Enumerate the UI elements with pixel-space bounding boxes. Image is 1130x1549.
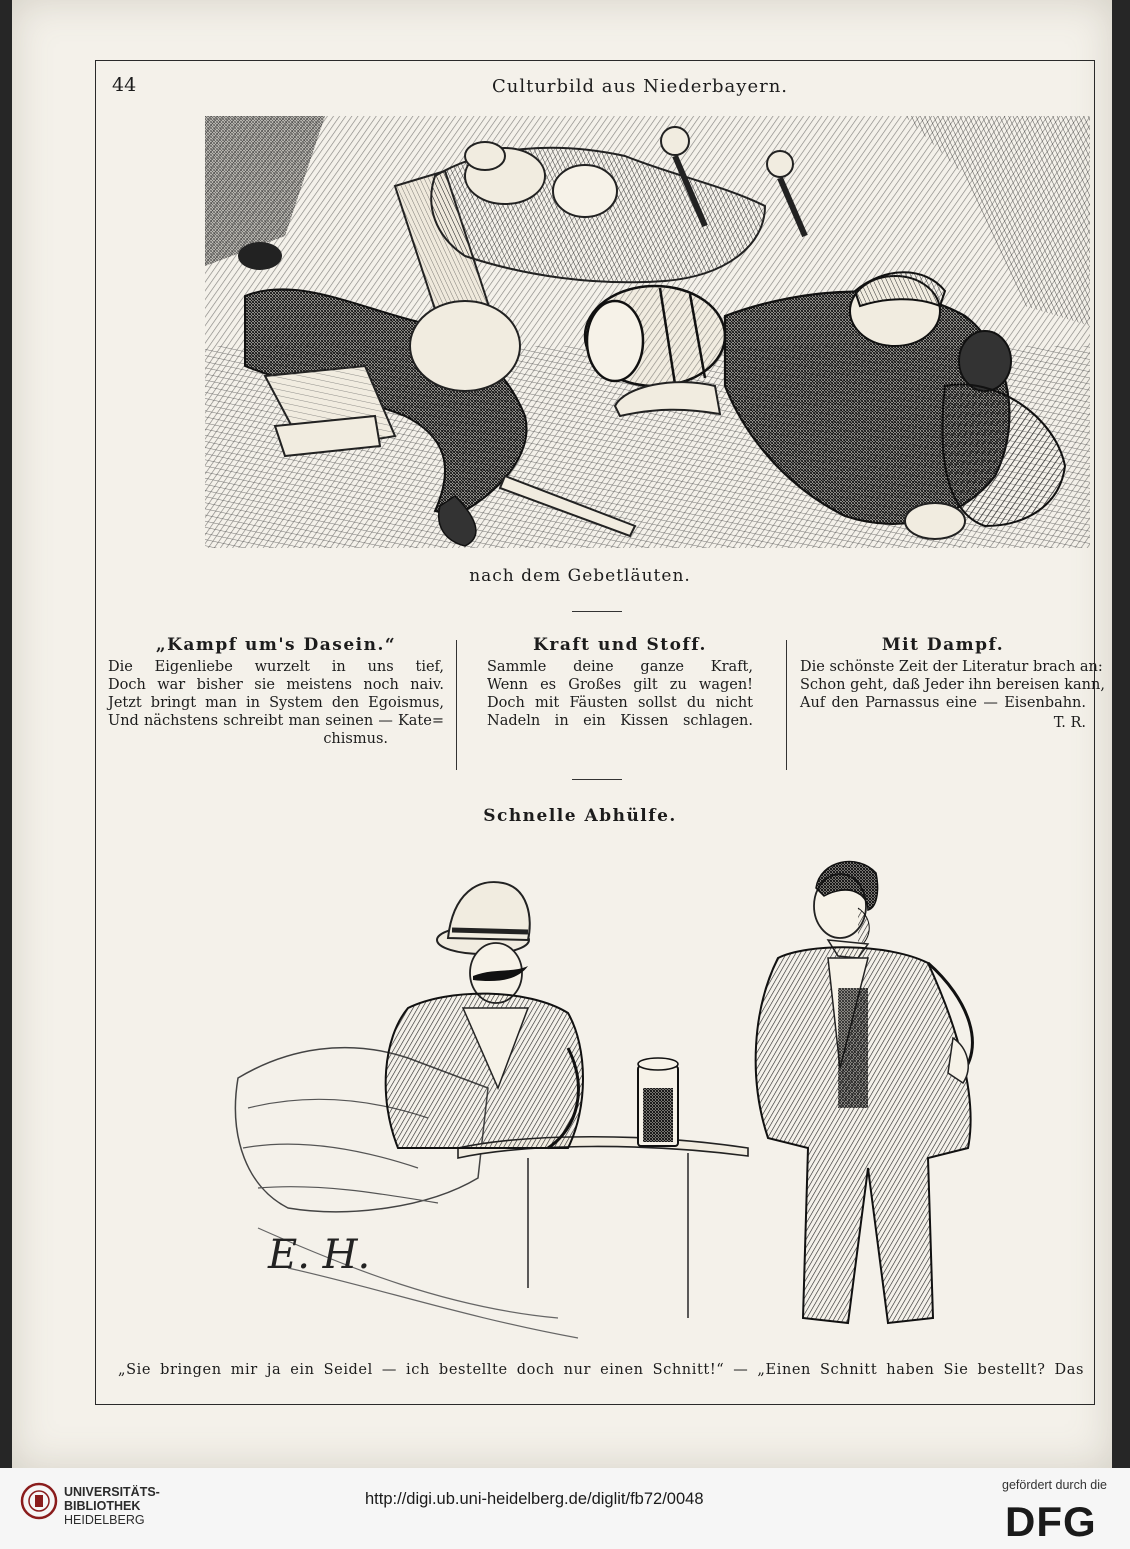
top-illustration-caption: nach dem Gebetläuten. (469, 566, 691, 586)
column-divider (456, 640, 457, 770)
dfg-logo: DFG (1005, 1498, 1097, 1545)
poem-mit-dampf (800, 635, 1105, 732)
section-rule (572, 779, 622, 780)
dialogue-line: „Sie bringen mir ja ein Seidel — ich bestellte doch nur einen Schnitt!“ — „Einen Schnitt haben Sie bestellt? Das (118, 1362, 1084, 1378)
library-name-line: HEIDELBERG (64, 1513, 145, 1527)
beer-order-illustration (228, 848, 1028, 1358)
poem-kampf-um-dasein (108, 636, 444, 748)
poem-line: Doch war bisher sie meistens noch naiv. (108, 677, 444, 693)
poem-title: Kraft und Stoff. (533, 635, 707, 655)
poem-line: Die Eigenliebe wurzelt in uns tief, (108, 659, 444, 675)
section-title: Schnelle Abhülfe. (483, 806, 677, 826)
author-signature: T. R. (1053, 715, 1086, 731)
poem-line: Schon geht, daß Jeder ihn bereisen kann, (800, 677, 1105, 693)
poem-line: chismus. (323, 731, 388, 747)
poem-kraft-und-stoff (487, 636, 753, 730)
caption-rule (572, 611, 622, 612)
poem-line: Jetzt bringt man in System den Egoismus, (108, 695, 444, 711)
poem-line: Und nächstens schreibt man seinen — Kate= (108, 713, 444, 729)
poem-line: Sammle deine ganze Kraft, (487, 659, 753, 675)
library-name-line: UNIVERSITÄTS- (64, 1485, 160, 1499)
poem-line: Wenn es Großes gilt zu wagen! (487, 677, 753, 693)
digital-library-footer (0, 1468, 1130, 1549)
poem-title: Mit Dampf. (881, 635, 1005, 655)
permalink-url[interactable]: http://digi.ub.uni-heidelberg.de/diglit/fb72/0048 (365, 1490, 704, 1508)
library-name-line: BIBLIOTHEK (64, 1499, 141, 1513)
poem-line: Die schönste Zeit der Literatur brach an: (800, 659, 1103, 675)
university-seal-icon (20, 1482, 58, 1520)
running-title: Culturbild aus Niederbayern. (491, 76, 789, 97)
poem-line: Auf den Parnassus eine — Eisenbahn. (800, 695, 1086, 711)
column-divider (786, 640, 787, 770)
tavern-brawl-illustration (205, 116, 1090, 548)
artist-signature: E. H. (268, 1232, 371, 1278)
library-name (64, 1485, 160, 1527)
page-number: 44 (112, 74, 137, 96)
poem-line: Doch mit Fäusten sollst du nicht (487, 695, 753, 711)
sponsor-label: gefördert durch die (1002, 1478, 1107, 1492)
poem-line: Nadeln in ein Kissen schlagen. (487, 713, 753, 729)
poem-title: „Kampf um's Dasein.“ (155, 635, 397, 655)
